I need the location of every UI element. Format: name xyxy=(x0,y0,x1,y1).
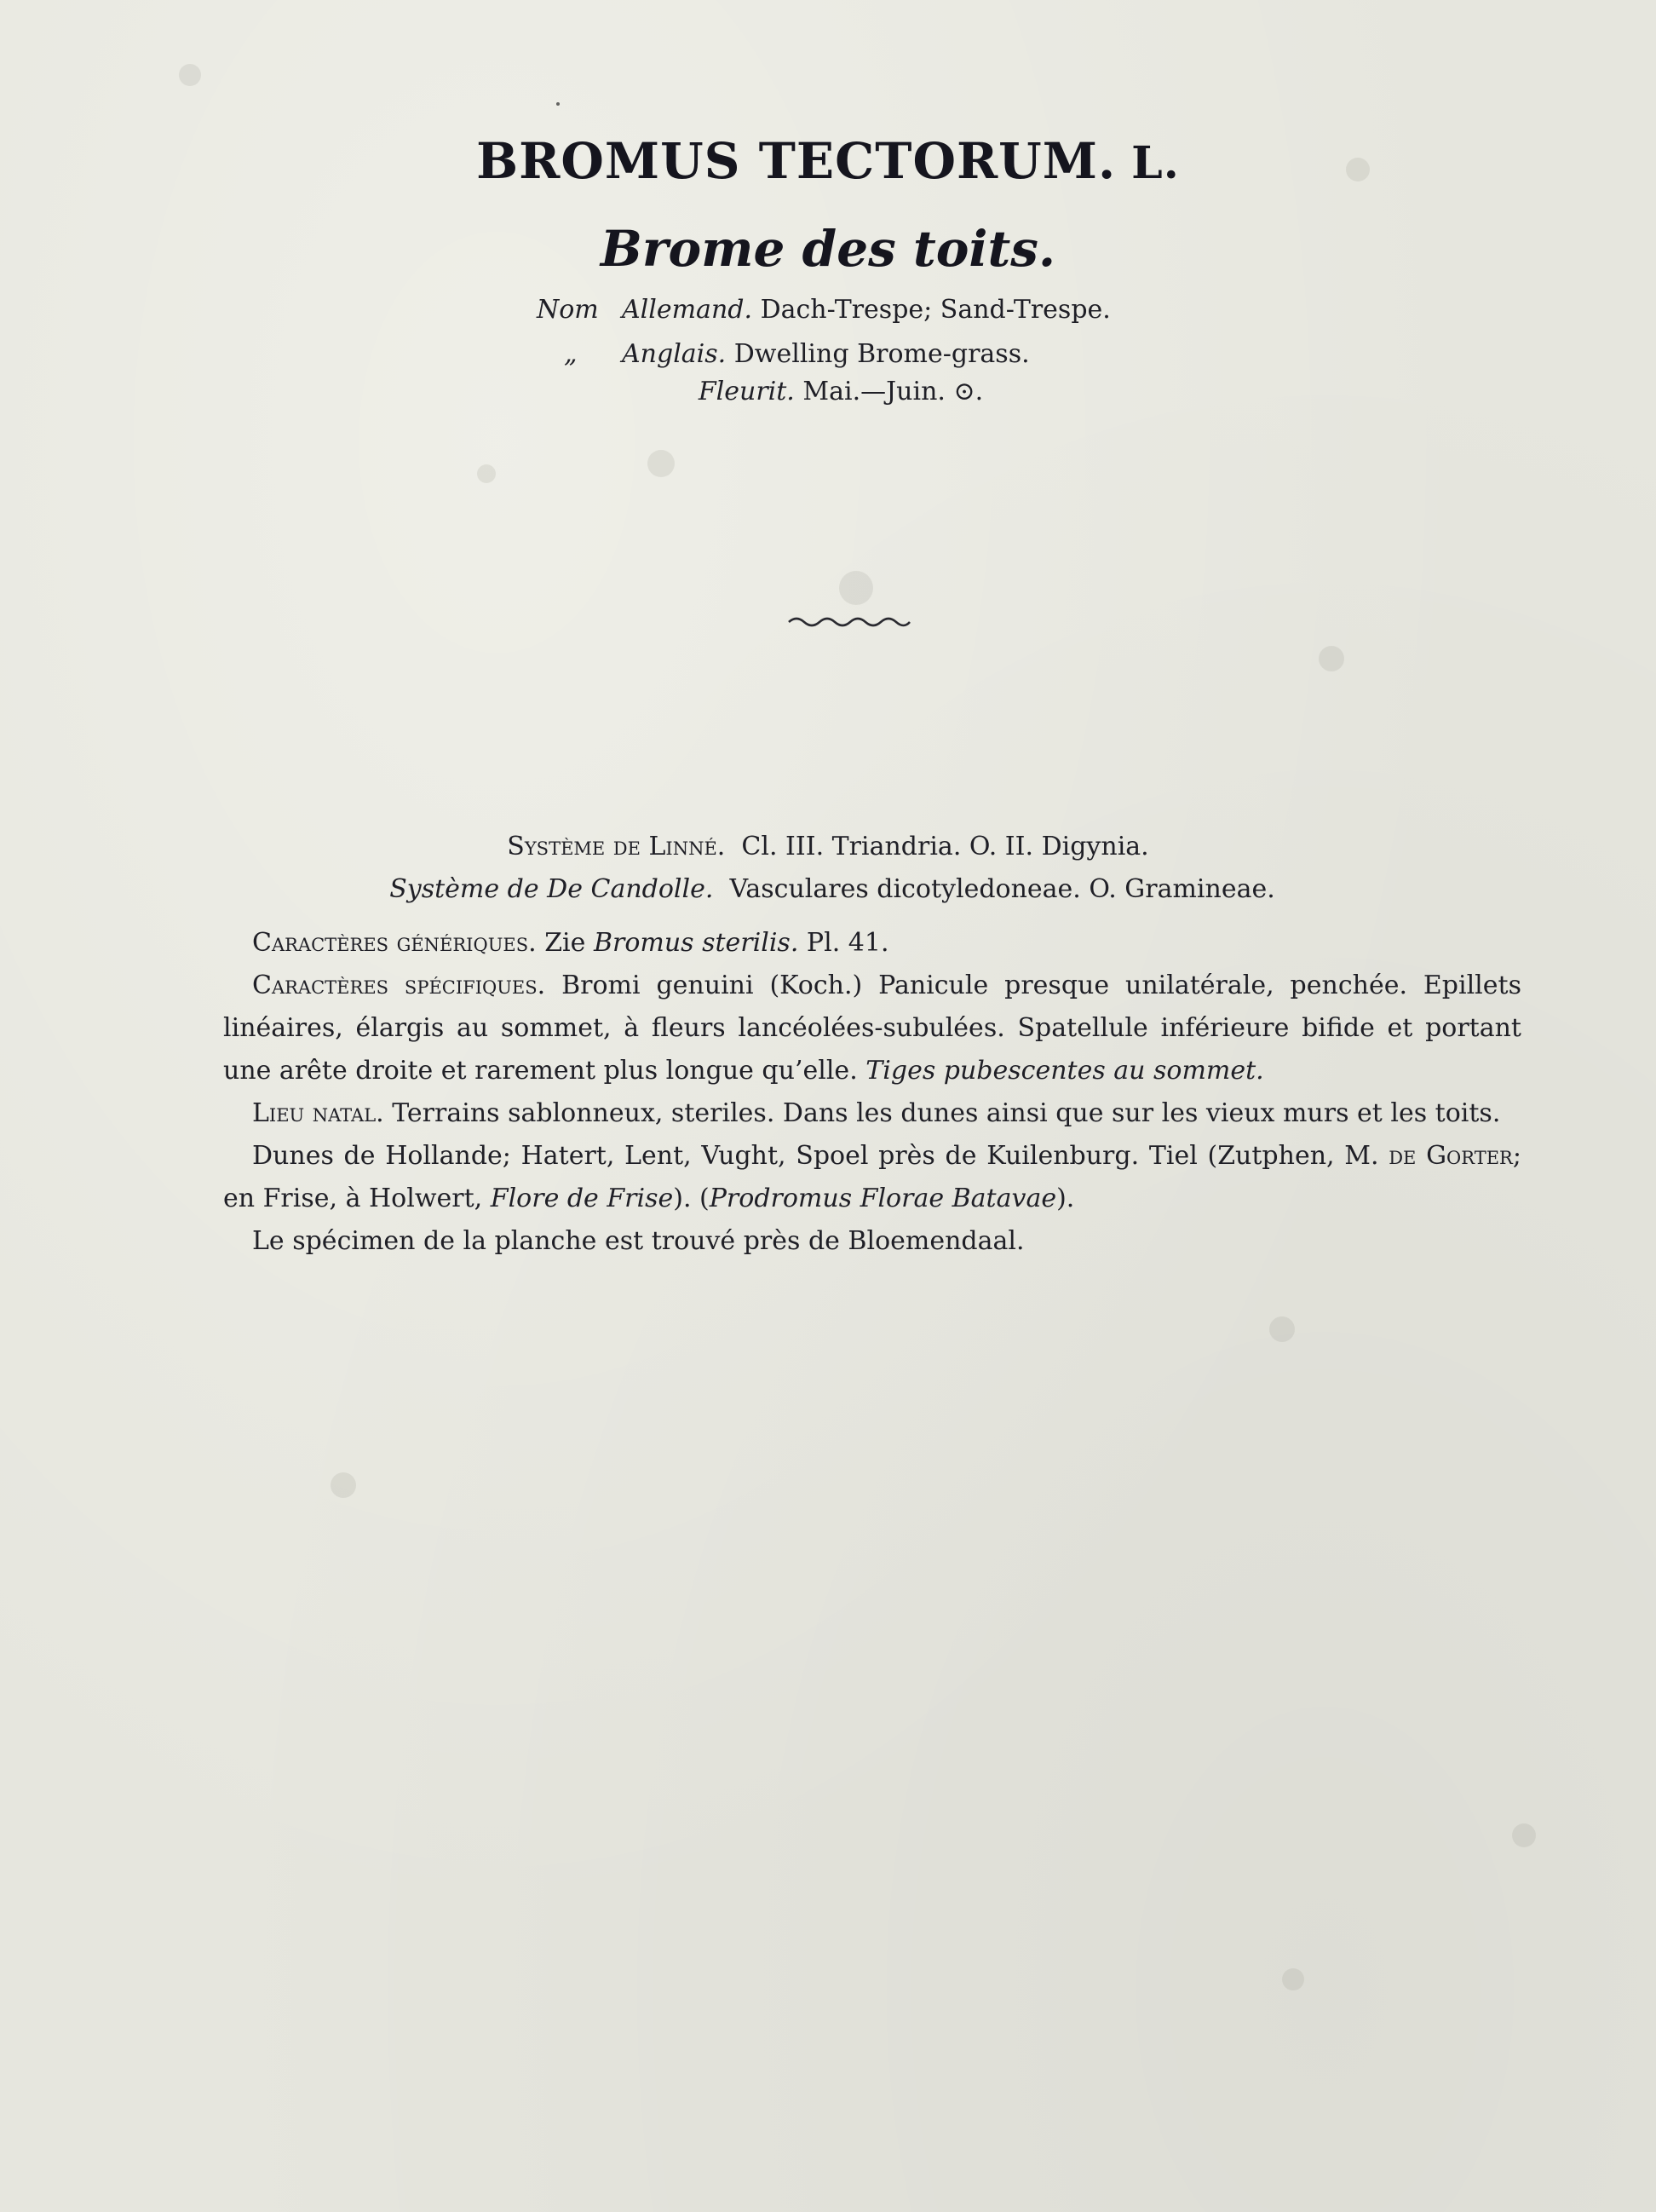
collector-name: de Gorter xyxy=(1389,1141,1513,1171)
flowering-value: Mai.—Juin. xyxy=(802,377,946,406)
generic-text-pre: Zie xyxy=(544,928,586,958)
localities-text-4: ). xyxy=(1056,1184,1075,1213)
name-language: Allemand. xyxy=(622,295,753,325)
name-language: Anglais. xyxy=(622,339,727,369)
paper-speck xyxy=(647,450,675,477)
specific-italic: Tiges pubescentes au sommet. xyxy=(865,1056,1264,1086)
specimen-note xyxy=(223,1220,1521,1263)
paper-speck xyxy=(1282,1968,1304,1990)
paper-speck xyxy=(1512,1823,1536,1847)
generic-characters xyxy=(223,922,1521,965)
habitat-label: Lieu natal. xyxy=(252,1098,384,1128)
french-name: Brome des toits. xyxy=(600,220,1056,278)
linne-value: Cl. III. Triandria. O. II. Digynia. xyxy=(741,832,1149,861)
linne-label: Système de Linné. xyxy=(507,832,726,861)
paper-speck xyxy=(331,1472,356,1498)
name-value: Dwelling Brome-grass. xyxy=(733,339,1030,369)
latin-name: BROMUS TECTORUM. xyxy=(476,132,1117,190)
specific-text: Bromi genuini (Koch.) Panicule presque unilatérale, penchée. Epillets linéaires, élargis au sommet, à fleurs lancéolées-subulées. Spatellule inférieure bifide et portant une arête droite et rarement plus longue qu’elle. xyxy=(223,971,1521,1086)
specific-characters xyxy=(223,965,1521,1092)
generic-ref: Bromus sterilis. xyxy=(593,928,799,958)
author-abbrev: L. xyxy=(1131,137,1180,189)
name-prefix: „ xyxy=(564,339,578,369)
description-body xyxy=(223,922,1521,1263)
wave-ornament xyxy=(787,612,911,632)
common-name-row xyxy=(537,332,1111,377)
flowering-label: Fleurit. xyxy=(698,377,795,406)
candolle-label: Système de De Candolle. xyxy=(389,874,714,904)
localities-text-1: Dunes de Hollande; Hatert, Lent, Vught, Spoel près de Kuilenburg. Tiel (Zutphen, M. xyxy=(252,1141,1379,1171)
specimen-text: Le spécimen de la planche est trouvé près de Bloemendaal. xyxy=(252,1226,1025,1256)
candolle-system xyxy=(0,874,1656,904)
flore-ref: Flore de Frise xyxy=(490,1184,674,1213)
linne-system xyxy=(0,832,1656,861)
localities-text-3: ). ( xyxy=(673,1184,710,1213)
common-names xyxy=(537,288,1111,377)
annual-symbol: ⊙. xyxy=(953,377,984,406)
name-prefix: Nom xyxy=(537,295,599,325)
localities-text-2: ; en Frise, à Holwert, xyxy=(223,1141,1521,1213)
prodromus-ref: Prodromus Florae Batavae xyxy=(709,1184,1057,1213)
paper-speck xyxy=(839,571,873,605)
specific-label: Caractères spécifiques. xyxy=(252,971,546,1000)
common-name-row xyxy=(537,288,1111,332)
generic-text-post: Pl. 41. xyxy=(806,928,889,958)
paper-speck xyxy=(556,102,560,106)
candolle-value: Vasculares dicotyledoneae. O. Gramineae. xyxy=(729,874,1275,904)
generic-label: Caractères génériques. xyxy=(252,928,537,958)
paper-speck xyxy=(179,64,201,86)
localities xyxy=(223,1135,1521,1220)
flowering-line xyxy=(0,377,1656,406)
page-title xyxy=(0,132,1656,190)
name-value: Dach-Trespe; Sand-Trespe. xyxy=(760,295,1111,325)
habitat-text: Terrains sablonneux, steriles. Dans les dunes ainsi que sur les vieux murs et les toits. xyxy=(392,1098,1501,1128)
habitat xyxy=(223,1092,1521,1135)
paper-speck xyxy=(1269,1316,1295,1342)
paper-speck xyxy=(1319,646,1344,671)
paper-speck xyxy=(477,464,496,483)
